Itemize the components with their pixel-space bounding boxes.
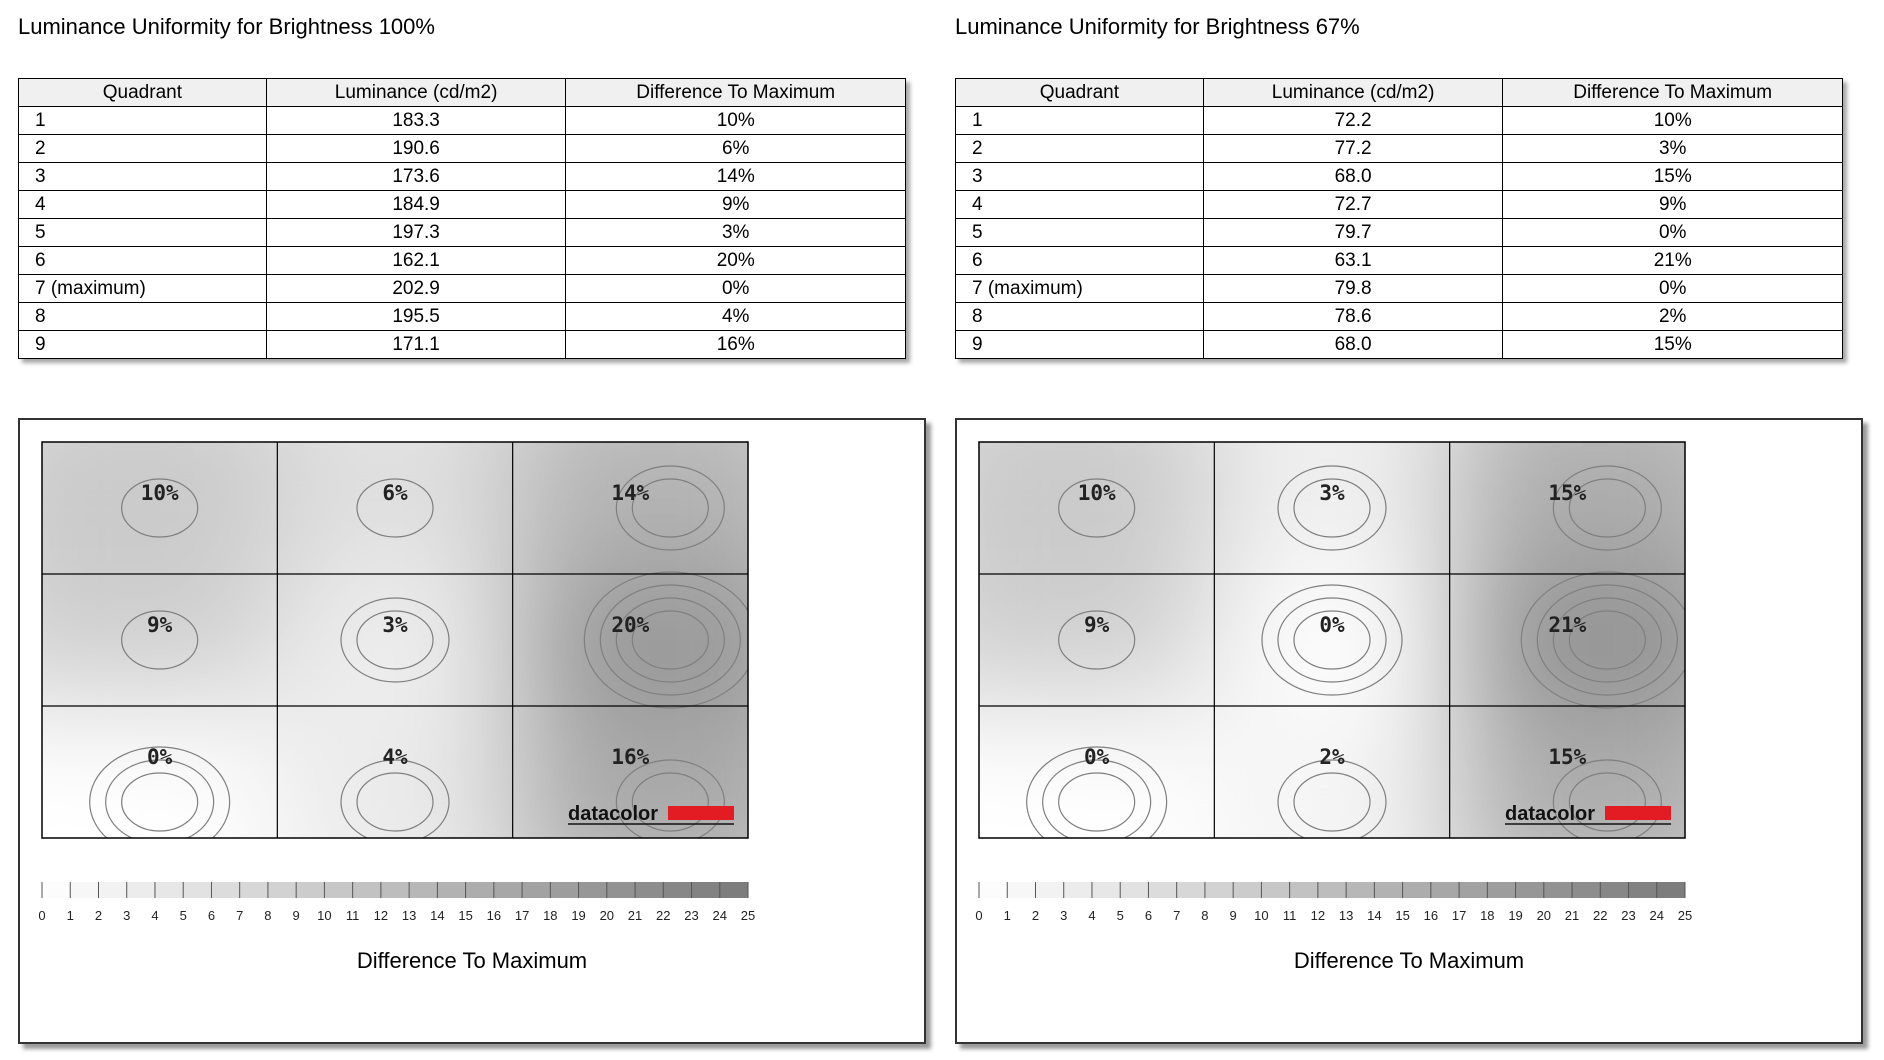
legend-tick-label: 18 bbox=[543, 908, 558, 923]
heatmap-cell bbox=[513, 420, 828, 574]
legend-swatch bbox=[522, 882, 550, 898]
cell-luminance: 202.9 bbox=[266, 275, 566, 303]
legend-swatch bbox=[692, 882, 720, 898]
legend-swatch bbox=[1629, 882, 1657, 898]
legend-tick-label: 4 bbox=[1088, 908, 1096, 923]
legend-scale bbox=[38, 882, 755, 923]
table-header-row bbox=[19, 79, 906, 107]
quadrant-label: 15% bbox=[1548, 481, 1587, 505]
legend-swatch bbox=[1516, 882, 1544, 898]
legend-swatch bbox=[1487, 882, 1515, 898]
legend-swatch bbox=[1657, 882, 1685, 898]
legend-tick-label: 17 bbox=[514, 908, 530, 923]
cell-difference: 21% bbox=[1503, 247, 1843, 275]
legend-tick-label: 21 bbox=[1564, 908, 1580, 923]
legend-swatch bbox=[1318, 882, 1346, 898]
legend-tick-label: 12 bbox=[1310, 908, 1326, 923]
cell-quadrant: 5 bbox=[956, 219, 1204, 247]
cell-luminance: 78.6 bbox=[1203, 303, 1503, 331]
legend-tick-label: 7 bbox=[236, 908, 244, 923]
legend-swatch bbox=[1148, 882, 1176, 898]
cell-luminance: 79.8 bbox=[1203, 275, 1503, 303]
legend-swatch bbox=[1261, 882, 1289, 898]
quadrant-label: 10% bbox=[1077, 481, 1116, 505]
legend-swatch bbox=[437, 882, 465, 898]
quadrant-label: 3% bbox=[382, 613, 408, 637]
legend-swatch bbox=[268, 882, 296, 898]
table-row bbox=[956, 107, 1843, 135]
quadrant-label: 14% bbox=[611, 481, 650, 505]
cell-difference: 15% bbox=[1503, 163, 1843, 191]
quadrant-label: 0% bbox=[1084, 745, 1110, 769]
cell-difference: 4% bbox=[566, 303, 906, 331]
quadrant-label: 9% bbox=[1084, 613, 1110, 637]
luminance-table bbox=[18, 78, 906, 359]
legend-swatch bbox=[1007, 882, 1035, 898]
legend-swatch bbox=[183, 882, 211, 898]
header-difference: Difference To Maximum bbox=[1503, 79, 1843, 107]
legend-tick-label: 2 bbox=[94, 908, 103, 923]
cell-quadrant: 1 bbox=[19, 107, 267, 135]
legend-swatch bbox=[979, 882, 1007, 898]
legend-swatch bbox=[1600, 882, 1628, 898]
cell-quadrant: 4 bbox=[19, 191, 267, 219]
cell-luminance: 162.1 bbox=[266, 247, 566, 275]
heatmap-chart bbox=[18, 418, 926, 1044]
table bbox=[18, 78, 906, 359]
panel-title: Luminance Uniformity for Brightness 67% bbox=[955, 14, 1360, 39]
cell-quadrant: 3 bbox=[956, 163, 1204, 191]
legend-tick-label: 9 bbox=[292, 908, 300, 923]
legend-scale bbox=[975, 882, 1692, 923]
cell-difference: 3% bbox=[566, 219, 906, 247]
legend-title: Difference To Maximum bbox=[356, 948, 588, 973]
legend-tick-label: 13 bbox=[401, 908, 417, 923]
legend-tick-label: 22 bbox=[656, 908, 671, 923]
quadrant-label: 3% bbox=[1319, 481, 1345, 505]
cell-quadrant: 9 bbox=[956, 331, 1204, 359]
legend-swatch bbox=[296, 882, 324, 898]
table-row bbox=[956, 219, 1843, 247]
legend-tick-label: 21 bbox=[627, 908, 643, 923]
quadrant-label: 16% bbox=[611, 745, 650, 769]
cell-difference: 0% bbox=[1503, 275, 1843, 303]
legend-swatch bbox=[1290, 882, 1318, 898]
cell-luminance: 72.7 bbox=[1203, 191, 1503, 219]
legend-tick-label: 7 bbox=[1173, 908, 1181, 923]
cell-luminance: 68.0 bbox=[1203, 163, 1503, 191]
header-difference: Difference To Maximum bbox=[566, 79, 906, 107]
legend-swatch bbox=[1572, 882, 1600, 898]
cell-luminance: 190.6 bbox=[266, 135, 566, 163]
heatmap-cell bbox=[1214, 574, 1449, 706]
quadrant-label: 10% bbox=[140, 481, 179, 505]
logo-text: datacolor bbox=[1505, 803, 1596, 825]
cell-difference: 9% bbox=[566, 191, 906, 219]
legend-swatch bbox=[579, 882, 607, 898]
header-luminance: Luminance (cd/m2) bbox=[266, 79, 566, 107]
legend-swatch bbox=[1092, 882, 1120, 898]
heatmap-cell bbox=[1450, 574, 1765, 706]
quadrant-label: 6% bbox=[382, 481, 408, 505]
legend-tick-label: 0 bbox=[975, 908, 983, 923]
quadrant-label: 4% bbox=[382, 745, 408, 769]
cell-quadrant: 2 bbox=[956, 135, 1204, 163]
cell-luminance: 197.3 bbox=[266, 219, 566, 247]
legend-tick-label: 14 bbox=[1367, 908, 1382, 923]
legend-swatch bbox=[211, 882, 239, 898]
legend-tick-label: 11 bbox=[1282, 908, 1297, 923]
legend-tick-label: 14 bbox=[430, 908, 445, 923]
header-quadrant: Quadrant bbox=[956, 79, 1204, 107]
legend-tick-label: 24 bbox=[1649, 908, 1664, 923]
cell-quadrant: 8 bbox=[956, 303, 1204, 331]
cell-luminance: 77.2 bbox=[1203, 135, 1503, 163]
legend-tick-label: 11 bbox=[345, 908, 360, 923]
legend-swatch bbox=[70, 882, 98, 898]
legend-swatch bbox=[1431, 882, 1459, 898]
cell-luminance: 79.7 bbox=[1203, 219, 1503, 247]
legend-tick-label: 18 bbox=[1480, 908, 1495, 923]
cell-difference: 2% bbox=[1503, 303, 1843, 331]
legend-tick-label: 23 bbox=[684, 908, 699, 923]
legend-tick-label: 19 bbox=[571, 908, 586, 923]
legend-swatch bbox=[494, 882, 522, 898]
cell-difference: 16% bbox=[566, 331, 906, 359]
legend-tick-label: 5 bbox=[179, 908, 187, 923]
legend-swatch bbox=[1035, 882, 1063, 898]
legend-swatch bbox=[1374, 882, 1402, 898]
heatmap-cell bbox=[513, 574, 828, 706]
table-row bbox=[19, 163, 906, 191]
table-header-row bbox=[956, 79, 1843, 107]
logo-text: datacolor bbox=[568, 803, 659, 825]
cell-difference: 20% bbox=[566, 247, 906, 275]
legend-swatch bbox=[127, 882, 155, 898]
cell-difference: 3% bbox=[1503, 135, 1843, 163]
legend-tick-label: 25 bbox=[740, 908, 756, 923]
cell-quadrant: 3 bbox=[19, 163, 267, 191]
legend-tick-label: 0 bbox=[38, 908, 46, 923]
quadrant-label: 9% bbox=[147, 613, 173, 637]
table-row bbox=[956, 163, 1843, 191]
quadrant-label: 2% bbox=[1319, 745, 1345, 769]
table-row bbox=[19, 107, 906, 135]
header-quadrant: Quadrant bbox=[19, 79, 267, 107]
legend-tick-label: 12 bbox=[373, 908, 389, 923]
cell-difference: 9% bbox=[1503, 191, 1843, 219]
panel-brightness-67 bbox=[955, 0, 1875, 1060]
cell-quadrant: 5 bbox=[19, 219, 267, 247]
legend-swatch bbox=[1064, 882, 1092, 898]
legend-swatch bbox=[1544, 882, 1572, 898]
table bbox=[955, 78, 1843, 359]
legend-tick-label: 3 bbox=[1060, 908, 1068, 923]
legend-tick-label: 24 bbox=[712, 908, 727, 923]
legend-tick-label: 20 bbox=[599, 908, 615, 923]
cell-quadrant: 6 bbox=[956, 247, 1204, 275]
cell-quadrant: 1 bbox=[956, 107, 1204, 135]
legend-swatch bbox=[240, 882, 268, 898]
legend-tick-label: 15 bbox=[1395, 908, 1410, 923]
legend-swatch bbox=[1403, 882, 1431, 898]
cell-luminance: 68.0 bbox=[1203, 331, 1503, 359]
cell-difference: 6% bbox=[566, 135, 906, 163]
cell-quadrant: 8 bbox=[19, 303, 267, 331]
cell-luminance: 183.3 bbox=[266, 107, 566, 135]
legend-swatch bbox=[635, 882, 663, 898]
table-row bbox=[956, 275, 1843, 303]
legend-tick-label: 13 bbox=[1338, 908, 1354, 923]
legend-swatch bbox=[42, 882, 70, 898]
table-row bbox=[956, 191, 1843, 219]
legend-swatch bbox=[1233, 882, 1261, 898]
table-row bbox=[19, 247, 906, 275]
heatmap-cell bbox=[277, 574, 512, 706]
legend-tick-label: 9 bbox=[1229, 908, 1237, 923]
panel-title: Luminance Uniformity for Brightness 100% bbox=[18, 14, 435, 39]
table-row bbox=[19, 135, 906, 163]
cell-luminance: 72.2 bbox=[1203, 107, 1503, 135]
legend-tick-label: 2 bbox=[1031, 908, 1040, 923]
cell-difference: 0% bbox=[566, 275, 906, 303]
table-row bbox=[19, 331, 906, 359]
table-row bbox=[956, 331, 1843, 359]
legend-swatch bbox=[409, 882, 437, 898]
legend-tick-label: 6 bbox=[1144, 908, 1153, 923]
heatmap-cell bbox=[20, 574, 277, 706]
legend-tick-label: 23 bbox=[1621, 908, 1636, 923]
legend-swatch bbox=[1177, 882, 1205, 898]
legend-title: Difference To Maximum bbox=[1293, 948, 1525, 973]
legend-swatch bbox=[1205, 882, 1233, 898]
cell-quadrant: 7 (maximum) bbox=[956, 275, 1204, 303]
legend-swatch bbox=[324, 882, 352, 898]
table-row bbox=[956, 303, 1843, 331]
legend-tick-label: 5 bbox=[1116, 908, 1124, 923]
quadrant-label: 0% bbox=[147, 745, 173, 769]
cell-luminance: 63.1 bbox=[1203, 247, 1503, 275]
panel-brightness-100 bbox=[18, 0, 938, 1060]
quadrant-label: 20% bbox=[611, 613, 650, 637]
legend-swatch bbox=[1120, 882, 1148, 898]
legend-tick-label: 20 bbox=[1536, 908, 1552, 923]
legend-swatch bbox=[98, 882, 126, 898]
legend-tick-label: 15 bbox=[458, 908, 473, 923]
heatmap-chart bbox=[955, 418, 1863, 1044]
legend-tick-label: 4 bbox=[151, 908, 159, 923]
legend-tick-label: 16 bbox=[1423, 908, 1439, 923]
quadrant-label: 21% bbox=[1548, 613, 1587, 637]
legend-tick-label: 6 bbox=[207, 908, 216, 923]
legend-swatch bbox=[381, 882, 409, 898]
legend-swatch bbox=[1346, 882, 1374, 898]
cell-quadrant: 9 bbox=[19, 331, 267, 359]
header-luminance: Luminance (cd/m2) bbox=[1203, 79, 1503, 107]
legend-tick-label: 25 bbox=[1677, 908, 1693, 923]
table-row bbox=[956, 247, 1843, 275]
logo-bar bbox=[668, 806, 734, 820]
heatmap-cell bbox=[1450, 420, 1765, 574]
legend-tick-label: 3 bbox=[123, 908, 131, 923]
cell-luminance: 173.6 bbox=[266, 163, 566, 191]
table-row bbox=[19, 219, 906, 247]
table-row bbox=[19, 303, 906, 331]
legend-tick-label: 16 bbox=[486, 908, 502, 923]
cell-quadrant: 4 bbox=[956, 191, 1204, 219]
quadrant-label: 15% bbox=[1548, 745, 1587, 769]
legend-swatch bbox=[155, 882, 183, 898]
legend-tick-label: 8 bbox=[1201, 908, 1209, 923]
legend-tick-label: 8 bbox=[264, 908, 272, 923]
legend-tick-label: 22 bbox=[1593, 908, 1608, 923]
logo-bar bbox=[1605, 806, 1671, 820]
legend-tick-label: 19 bbox=[1508, 908, 1523, 923]
cell-luminance: 195.5 bbox=[266, 303, 566, 331]
cell-difference: 10% bbox=[566, 107, 906, 135]
heatmap-cell bbox=[957, 574, 1214, 706]
cell-difference: 10% bbox=[1503, 107, 1843, 135]
table-row bbox=[19, 191, 906, 219]
legend-swatch bbox=[663, 882, 691, 898]
legend-swatch bbox=[607, 882, 635, 898]
legend-swatch bbox=[720, 882, 748, 898]
cell-luminance: 184.9 bbox=[266, 191, 566, 219]
legend-swatch bbox=[1459, 882, 1487, 898]
cell-quadrant: 7 (maximum) bbox=[19, 275, 267, 303]
legend-swatch bbox=[353, 882, 381, 898]
cell-quadrant: 2 bbox=[19, 135, 267, 163]
table-row bbox=[956, 135, 1843, 163]
legend-swatch bbox=[550, 882, 578, 898]
legend-tick-label: 1 bbox=[1003, 908, 1011, 923]
legend-tick-label: 10 bbox=[317, 908, 332, 923]
cell-difference: 14% bbox=[566, 163, 906, 191]
legend-swatch bbox=[466, 882, 494, 898]
legend-tick-label: 17 bbox=[1451, 908, 1467, 923]
legend-tick-label: 10 bbox=[1254, 908, 1269, 923]
cell-difference: 15% bbox=[1503, 331, 1843, 359]
cell-difference: 0% bbox=[1503, 219, 1843, 247]
cell-luminance: 171.1 bbox=[266, 331, 566, 359]
cell-quadrant: 6 bbox=[19, 247, 267, 275]
legend-tick-label: 1 bbox=[66, 908, 74, 923]
luminance-table bbox=[955, 78, 1843, 359]
table-row bbox=[19, 275, 906, 303]
quadrant-label: 0% bbox=[1319, 613, 1345, 637]
